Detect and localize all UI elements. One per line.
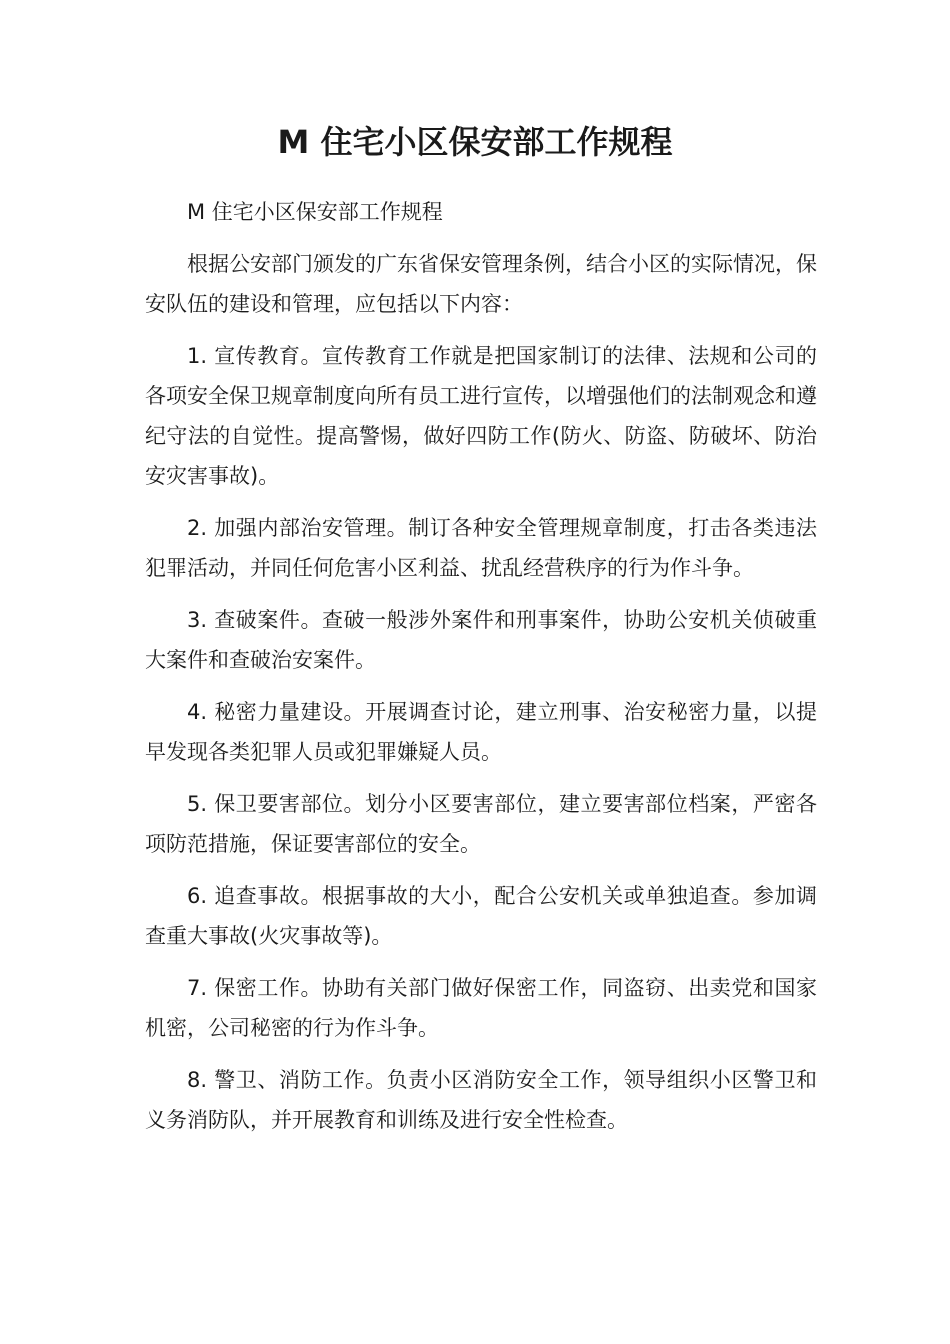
paragraph-item-7: 7. 保密工作。协助有关部门做好保密工作，同盗窃、出卖党和国家机密，公司秘密的行为作斗争。 [145,976,817,1040]
paragraph-item-6: 6. 追查事故。根据事故的大小，配合公安机关或单独追查。参加调查重大事故(火灾事故等)。 [145,884,817,948]
document-title: M 住宅小区保安部工作规程 [277,123,673,161]
paragraph-item-8: 8. 警卫、消防工作。负责小区消防安全工作，领导组织小区警卫和义务消防队，并开展教育和训练及进行安全性检查。 [145,1068,817,1132]
paragraph-item-1: 1. 宣传教育。宣传教育工作就是把国家制订的法律、法规和公司的各项安全保卫规章制度向所有员工进行宣传，以增强他们的法制观念和遵纪守法的自觉性。提高警惕，做好四防工作(防火、防盗、防破坏、防治安灾害事故)。 [145,344,817,488]
paragraph-item-2: 2. 加强内部治安管理。制订各种安全管理规章制度，打击各类违法犯罪活动，并同任何危害小区利益、扰乱经营秩序的行为作斗争。 [145,516,817,580]
paragraph-subtitle: M 住宅小区保安部工作规程 [187,200,443,224]
document-body [145,192,817,1152]
paragraph-intro: 根据公安部门颁发的广东省保安管理条例，结合小区的实际情况，保安队伍的建设和管理，应包括以下内容： [145,252,817,316]
paragraph-item-4: 4. 秘密力量建设。开展调查讨论，建立刑事、治安秘密力量，以提早发现各类犯罪人员或犯罪嫌疑人员。 [145,700,817,764]
paragraph-item-5: 5. 保卫要害部位。划分小区要害部位，建立要害部位档案，严密各项防范措施，保证要害部位的安全。 [145,792,817,856]
paragraph-item-3: 3. 查破案件。查破一般涉外案件和刑事案件，协助公安机关侦破重大案件和查破治安案件。 [145,608,817,672]
